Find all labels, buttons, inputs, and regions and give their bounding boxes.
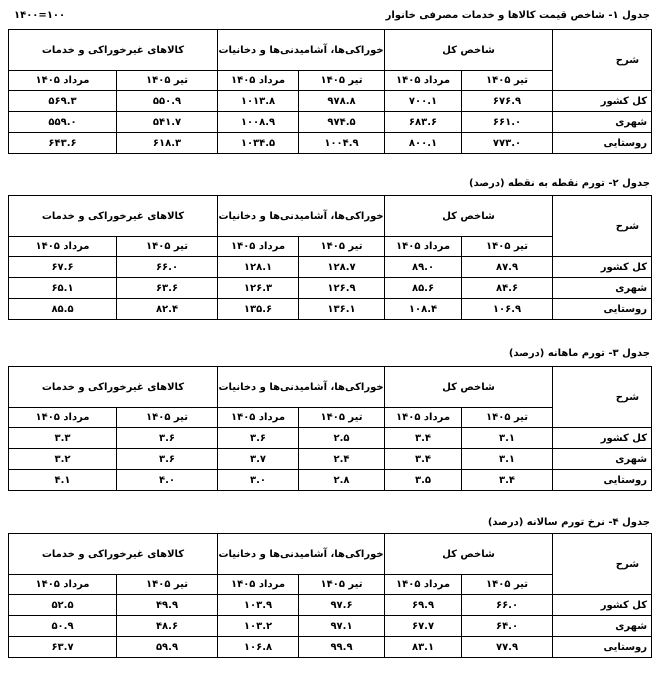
row-label: کل کشور — [553, 91, 652, 112]
table-cell: ۳.۴ — [385, 428, 462, 449]
table-row — [9, 616, 652, 637]
table-cell: ۵۵۰.۹ — [117, 91, 218, 112]
table-cell: ۶۷.۷ — [385, 616, 462, 637]
table-cell: ۶۱۸.۳ — [117, 133, 218, 154]
table-cell: ۸۴.۶ — [462, 278, 553, 299]
header-period: مرداد ۱۴۰۵ — [385, 237, 462, 257]
table-row — [9, 470, 652, 491]
header-group-food: خوراکی‌ها، آشامیدنی‌ها و دخانیات — [218, 367, 385, 408]
table-caption: جدول ۴- نرخ تورم سالانه (درصد) — [487, 517, 650, 528]
header-sharh: شرح — [553, 30, 652, 91]
table-cell: ۸۰۰.۱ — [385, 133, 462, 154]
table-cell: ۵۵۹.۰ — [9, 112, 117, 133]
table-cell: ۹۷۸.۸ — [299, 91, 385, 112]
table-cell: ۶۶.۰ — [117, 257, 218, 278]
row-label: شهری — [553, 449, 652, 470]
header-period: تیر ۱۴۰۵ — [117, 408, 218, 428]
header-sharh: شرح — [553, 367, 652, 428]
table-cell: ۱۰۱۳.۸ — [218, 91, 299, 112]
table-cell: ۱۰۳.۹ — [218, 595, 299, 616]
base-year-note: ۱۰۰=۱۴۰۰ — [14, 10, 66, 21]
header-group-total: شاخص کل — [385, 534, 553, 575]
table-cell: ۱۲۶.۳ — [218, 278, 299, 299]
table-cell: ۶۶۱.۰ — [462, 112, 553, 133]
monthly-inflation-table — [8, 366, 652, 491]
table-cell: ۲.۴ — [299, 449, 385, 470]
table-cell: ۱۳۶.۱ — [299, 299, 385, 320]
header-period: تیر ۱۴۰۵ — [117, 237, 218, 257]
row-label: روستایی — [553, 133, 652, 154]
table-cell: ۶۳.۷ — [9, 637, 117, 658]
table-cell: ۳.۵ — [385, 470, 462, 491]
row-label: روستایی — [553, 470, 652, 491]
table-cell: ۹۷.۱ — [299, 616, 385, 637]
table-row — [9, 257, 652, 278]
header-period: مرداد ۱۴۰۵ — [9, 575, 117, 595]
row-label: کل کشور — [553, 257, 652, 278]
table-row — [9, 133, 652, 154]
table-cell: ۱۰۸.۴ — [385, 299, 462, 320]
header-period: تیر ۱۴۰۵ — [299, 408, 385, 428]
table-cell: ۹۹.۹ — [299, 637, 385, 658]
row-label: کل کشور — [553, 595, 652, 616]
header-period: مرداد ۱۴۰۵ — [218, 575, 299, 595]
table-cell: ۷۷۳.۰ — [462, 133, 553, 154]
table-cell: ۶۶.۰ — [462, 595, 553, 616]
table-cell: ۸۲.۴ — [117, 299, 218, 320]
header-sharh: شرح — [553, 534, 652, 595]
table-row — [9, 299, 652, 320]
header-period: مرداد ۱۴۰۵ — [385, 71, 462, 91]
table-cell: ۳.۰ — [218, 470, 299, 491]
table-cell: ۱۰۰۸.۹ — [218, 112, 299, 133]
header-group-food: خوراکی‌ها، آشامیدنی‌ها و دخانیات — [218, 30, 385, 71]
table-row — [9, 112, 652, 133]
table-row — [9, 91, 652, 112]
table-cell: ۸۵.۵ — [9, 299, 117, 320]
header-sharh: شرح — [553, 196, 652, 257]
table-cell: ۱۳۵.۶ — [218, 299, 299, 320]
table-cell: ۳.۱ — [462, 449, 553, 470]
table-cell: ۳.۶ — [117, 428, 218, 449]
annual-inflation-table — [8, 533, 652, 658]
table-cell: ۶۴.۰ — [462, 616, 553, 637]
price-index-table — [8, 29, 652, 154]
table-cell: ۳.۱ — [462, 428, 553, 449]
header-period: تیر ۱۴۰۵ — [462, 237, 553, 257]
table-caption: جدول ۳- تورم ماهانه (درصد) — [508, 348, 650, 359]
header-group-nonfood: کالاهای غیرخوراکی و خدمات — [9, 534, 218, 575]
header-period: تیر ۱۴۰۵ — [462, 408, 553, 428]
table-cell: ۵۶۹.۳ — [9, 91, 117, 112]
table-cell: ۱۰۶.۹ — [462, 299, 553, 320]
table-cell: ۸۵.۶ — [385, 278, 462, 299]
table-cell: ۵۴۱.۷ — [117, 112, 218, 133]
table-cell: ۳.۷ — [218, 449, 299, 470]
table-row — [9, 278, 652, 299]
table-cell: ۳.۴ — [385, 449, 462, 470]
header-period: تیر ۱۴۰۵ — [299, 71, 385, 91]
table-cell: ۱۲۶.۹ — [299, 278, 385, 299]
table-row — [9, 595, 652, 616]
header-period: مرداد ۱۴۰۵ — [9, 71, 117, 91]
header-group-food: خوراکی‌ها، آشامیدنی‌ها و دخانیات — [218, 196, 385, 237]
header-period: تیر ۱۴۰۵ — [117, 71, 218, 91]
table-caption: جدول ۱- شاخص قیمت کالاها و خدمات مصرفی خانوار — [385, 10, 650, 21]
table-cell: ۱۰۳۴.۵ — [218, 133, 299, 154]
row-label: شهری — [553, 278, 652, 299]
header-group-nonfood: کالاهای غیرخوراکی و خدمات — [9, 367, 218, 408]
table-cell: ۷۷.۹ — [462, 637, 553, 658]
table-cell: ۶۴۳.۶ — [9, 133, 117, 154]
table-cell: ۱۲۸.۱ — [218, 257, 299, 278]
table-cell: ۶۷.۶ — [9, 257, 117, 278]
header-period: مرداد ۱۴۰۵ — [9, 237, 117, 257]
table-cell: ۵۰.۹ — [9, 616, 117, 637]
header-group-total: شاخص کل — [385, 196, 553, 237]
header-period: مرداد ۱۴۰۵ — [218, 71, 299, 91]
header-group-total: شاخص کل — [385, 30, 553, 71]
table-cell: ۹۷۴.۵ — [299, 112, 385, 133]
table-cell: ۲.۵ — [299, 428, 385, 449]
table-row — [9, 449, 652, 470]
header-period: تیر ۱۴۰۵ — [117, 575, 218, 595]
table-caption: جدول ۲- تورم نقطه به نقطه (درصد) — [469, 178, 650, 189]
table-cell: ۶۵.۱ — [9, 278, 117, 299]
table-cell: ۶۸۳.۶ — [385, 112, 462, 133]
table-cell: ۱۲۸.۷ — [299, 257, 385, 278]
table-cell: ۸۷.۹ — [462, 257, 553, 278]
table-cell: ۴.۱ — [9, 470, 117, 491]
header-period: مرداد ۱۴۰۵ — [218, 408, 299, 428]
table-cell: ۱۰۶.۸ — [218, 637, 299, 658]
row-label: روستایی — [553, 637, 652, 658]
row-label: روستایی — [553, 299, 652, 320]
table-cell: ۷۰۰.۱ — [385, 91, 462, 112]
header-period: تیر ۱۴۰۵ — [299, 575, 385, 595]
header-group-nonfood: کالاهای غیرخوراکی و خدمات — [9, 196, 218, 237]
table-cell: ۶۳.۶ — [117, 278, 218, 299]
header-group-food: خوراکی‌ها، آشامیدنی‌ها و دخانیات — [218, 534, 385, 575]
table-cell: ۵۹.۹ — [117, 637, 218, 658]
table-cell: ۳.۴ — [462, 470, 553, 491]
table-cell: ۶۹.۹ — [385, 595, 462, 616]
table-cell: ۳.۳ — [9, 428, 117, 449]
table-cell: ۴۸.۶ — [117, 616, 218, 637]
header-period: تیر ۱۴۰۵ — [462, 575, 553, 595]
table-cell: ۲.۸ — [299, 470, 385, 491]
header-period: تیر ۱۴۰۵ — [462, 71, 553, 91]
table-row — [9, 428, 652, 449]
table-cell: ۵۲.۵ — [9, 595, 117, 616]
table-cell: ۴۹.۹ — [117, 595, 218, 616]
row-label: شهری — [553, 112, 652, 133]
table-cell: ۴.۰ — [117, 470, 218, 491]
table-cell: ۳.۶ — [117, 449, 218, 470]
table-row — [9, 637, 652, 658]
table-cell: ۶۷۶.۹ — [462, 91, 553, 112]
header-period: مرداد ۱۴۰۵ — [9, 408, 117, 428]
point-inflation-table — [8, 195, 652, 320]
table-cell: ۹۷.۶ — [299, 595, 385, 616]
header-period: مرداد ۱۴۰۵ — [385, 575, 462, 595]
row-label: شهری — [553, 616, 652, 637]
header-group-nonfood: کالاهای غیرخوراکی و خدمات — [9, 30, 218, 71]
table-cell: ۱۰۰۴.۹ — [299, 133, 385, 154]
table-cell: ۳.۲ — [9, 449, 117, 470]
row-label: کل کشور — [553, 428, 652, 449]
header-period: مرداد ۱۴۰۵ — [218, 237, 299, 257]
table-cell: ۱۰۳.۲ — [218, 616, 299, 637]
table-cell: ۸۳.۱ — [385, 637, 462, 658]
header-period: تیر ۱۴۰۵ — [299, 237, 385, 257]
header-period: مرداد ۱۴۰۵ — [385, 408, 462, 428]
table-cell: ۸۹.۰ — [385, 257, 462, 278]
table-cell: ۳.۶ — [218, 428, 299, 449]
header-group-total: شاخص کل — [385, 367, 553, 408]
